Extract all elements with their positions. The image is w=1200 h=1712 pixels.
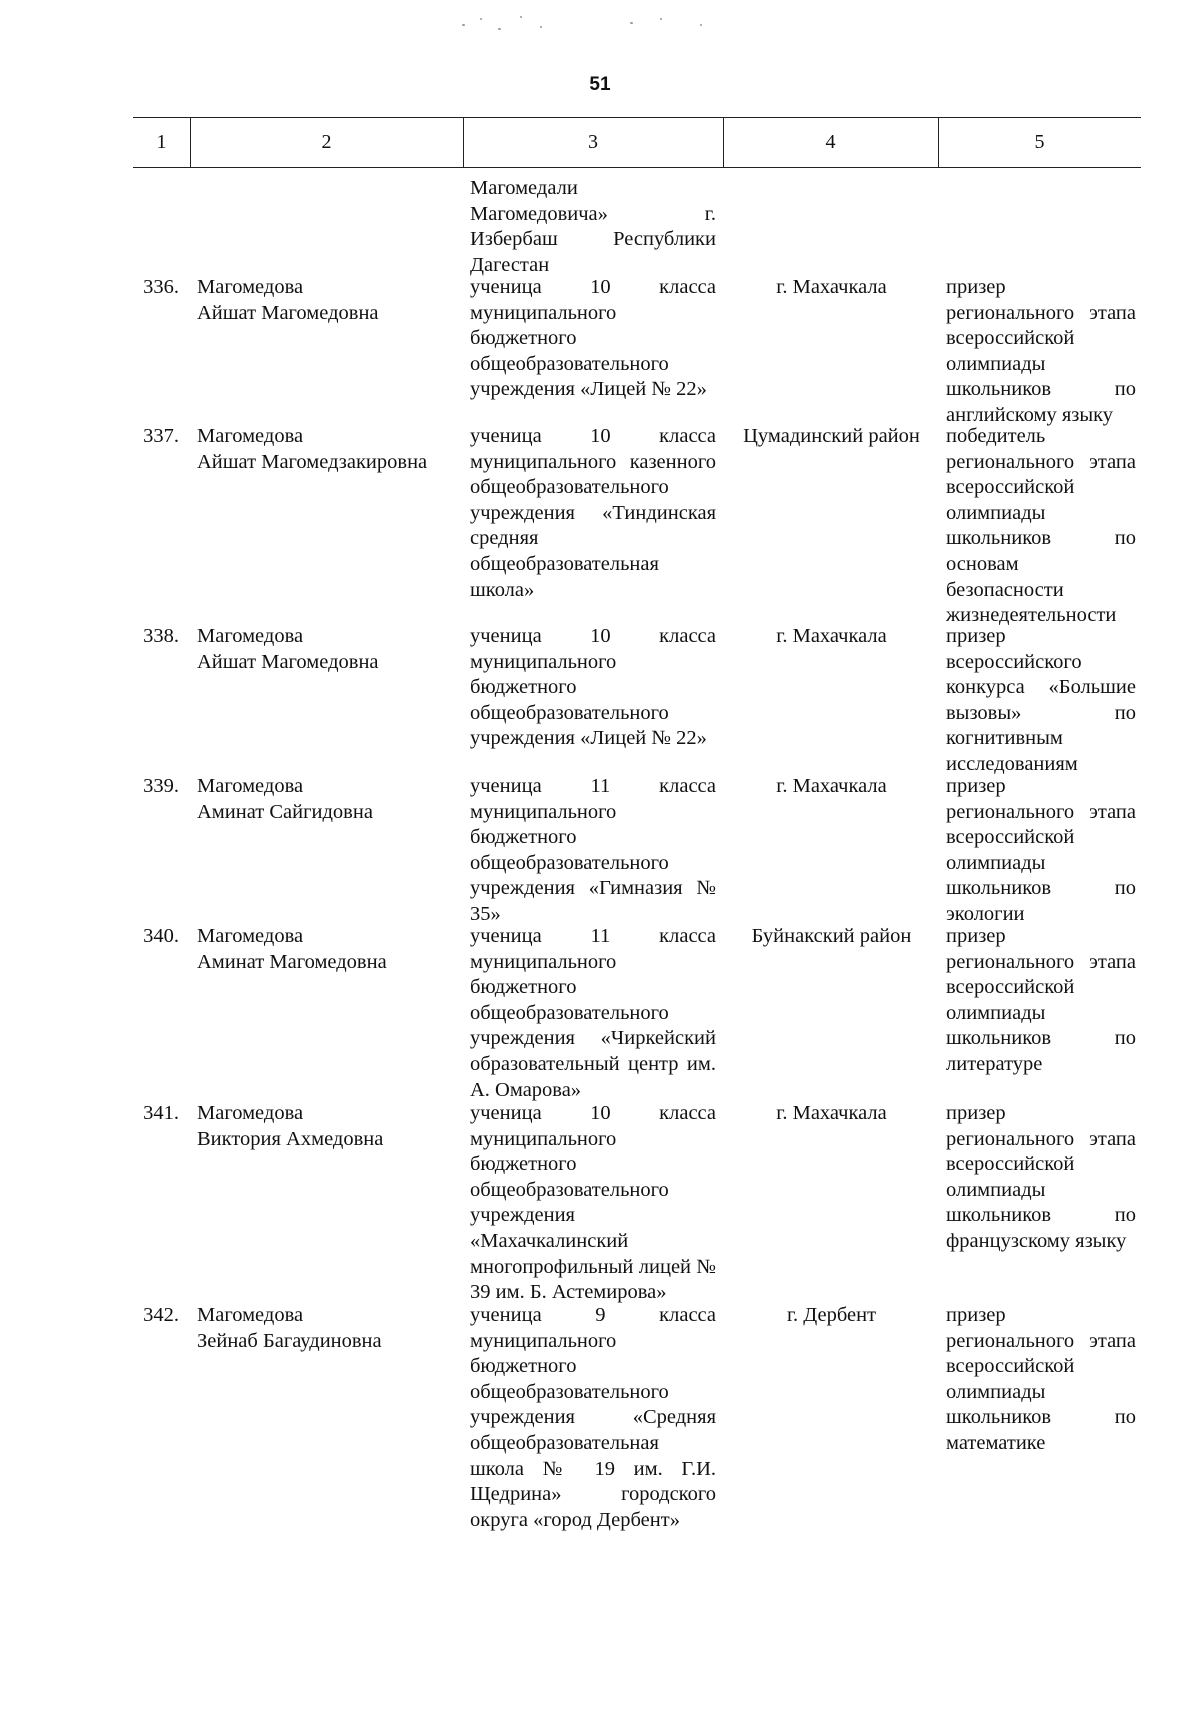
row-number: 339. [143,775,179,797]
scan-speck [498,28,501,30]
school: ученица 9 класса муниципального бюджетного общеобразовательного учреждения «Средняя общеобразовательная школа № 19 им. Г.И. Щедрина» городского округа «город Дербент» [470,1304,716,1531]
given-name: Зейнаб Багаудиновна [197,1329,382,1352]
given-name: Айшат Магомедовна [197,650,379,673]
locality: г. Махачкала [776,276,887,298]
surname: Магомедова [197,625,304,647]
given-name: Виктория Ахмедовна [197,1127,384,1150]
school: ученица 11 класса муниципального бюджетного общеобразовательного учреждения «Чиркейский образовательный центр им. А. Омарова» [470,925,716,1101]
locality: г. Махачкала [776,1102,887,1124]
school: ученица 10 класса муниципального казенного общеобразовательного учреждения «Тиндинская средняя общеобразовательная школа» [470,425,716,601]
row-number: 341. [143,1102,179,1124]
award: призер регионального этапа всероссийской олимпиады школьников по французскому языку [946,1102,1136,1252]
school: ученица 10 класса муниципального бюджетного общеобразовательного учреждения «Лицей № 22» [470,276,716,401]
award: призер регионального этапа всероссийской олимпиады школьников по экологии [946,775,1136,925]
scan-speck [462,24,465,26]
locality: г. Махачкала [776,625,887,647]
school: ученица 10 класса муниципального бюджетного общеобразовательного учреждения «Махачкалинский многопрофильный лицей № 39 им. Б. Астемирова» [470,1102,716,1304]
award: победитель регионального этапа всероссийской олимпиады школьников по основам безопасности жизнедеятельности [946,425,1136,627]
surname: Магомедова [197,775,304,797]
award: призер всероссийского конкурса «Большие вызовы» по когнитивным исследованиям [946,625,1136,775]
surname: Магомедова [197,276,304,298]
award: призер регионального этапа всероссийской олимпиады школьников по литературе [946,925,1136,1075]
locality: Цумадинский район [743,425,920,447]
table-header [133,117,1141,168]
student-name [197,1303,467,1354]
student-name [197,924,467,975]
header-col-1: 1 [156,131,167,153]
header-col-2: 2 [321,131,332,153]
scan-speck [540,26,542,28]
school: ученица 11 класса муниципального бюджетного общеобразовательного учреждения «Гимназия № 35» [470,775,716,925]
locality: г. Дербент [786,1304,877,1326]
award: призер регионального этапа всероссийской олимпиады школьников по математике [946,1304,1136,1454]
given-name: Аминат Магомедовна [197,950,387,973]
student-name [197,774,467,825]
row-number: 340. [143,925,179,947]
row-number: 336. [143,276,179,298]
scan-speck [480,18,482,20]
surname: Магомедова [197,1102,304,1124]
student-name [197,624,467,675]
student-name [197,275,467,326]
page-number: 51 [589,74,611,95]
given-name: Айшат Магомедовна [197,301,379,324]
row-number: 342. [143,1304,179,1326]
row-number: 338. [143,625,179,647]
scan-speck [630,22,633,24]
locality: г. Махачкала [776,775,887,797]
award: призер регионального этапа всероссийской олимпиады школьников по английскому языку [946,276,1136,426]
surname: Магомедова [197,925,304,947]
student-name [197,424,467,475]
scan-speck [660,18,662,20]
header-col-3: 3 [588,131,598,153]
continuation-text: Магомедали Магомедовича» г. Избербаш Республики Дагестан [470,177,716,276]
student-name [197,1101,467,1152]
scan-speck [700,24,702,26]
row-number: 337. [143,425,179,447]
surname: Магомедова [197,425,304,447]
surname: Магомедова [197,1304,304,1326]
given-name: Айшат Магомедзакировна [197,450,428,473]
given-name: Аминат Сайгидовна [197,800,373,823]
scan-speck [520,16,522,18]
school: ученица 10 класса муниципального бюджетного общеобразовательного учреждения «Лицей № 22» [470,625,716,750]
header-col-4: 4 [825,131,836,153]
locality: Буйнакский район [751,925,912,947]
header-col-5: 5 [1034,131,1045,153]
